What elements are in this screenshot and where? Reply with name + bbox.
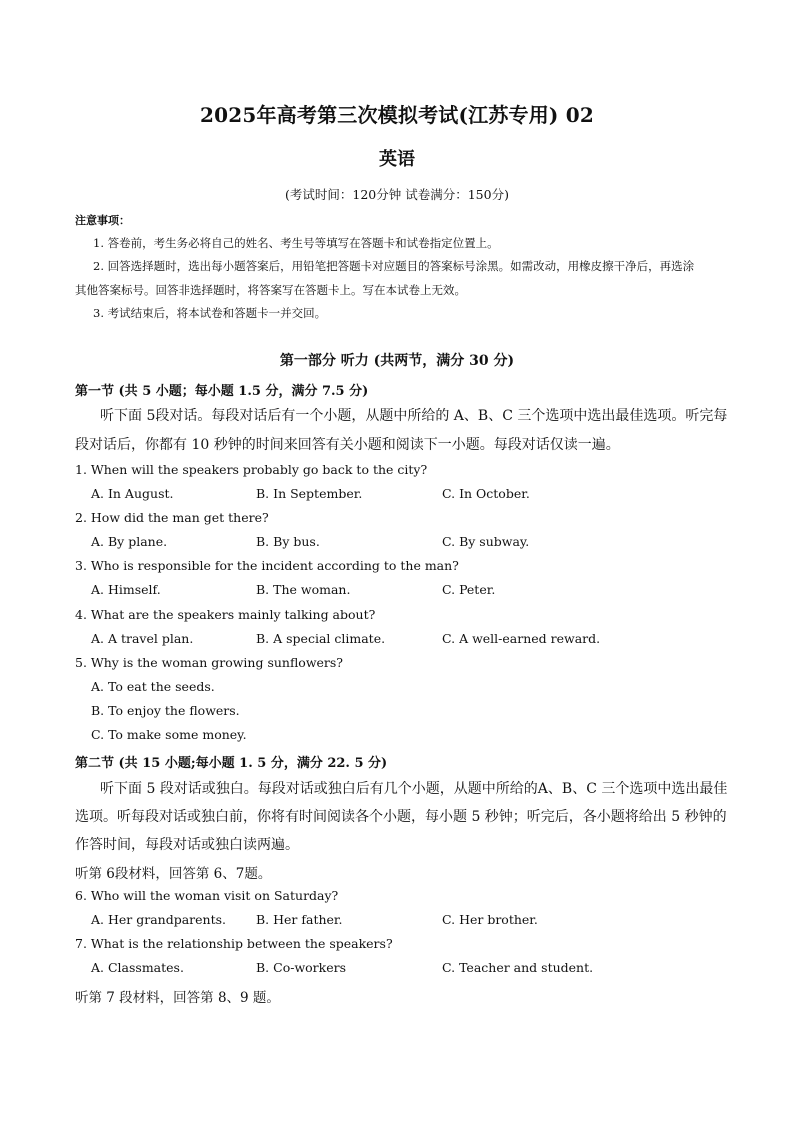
section1-heading: 第一节 (共 5 小题；每小题 1.5 分，满分 7.5 分) bbox=[75, 384, 369, 399]
section2-instructions: 选项。听每段对话或独白前，你将有时间阅读各个小题，每小题 5 秒钟；听完后，各小题将给出 5 秒钟的 bbox=[75, 809, 727, 825]
note-item: 其他答案标号。回答非选择题时，将答案写在答题卡上。写在本试卷上无效。 bbox=[75, 283, 466, 297]
exam-time-info: (考试时间：120分钟 试卷满分：150分) bbox=[285, 187, 509, 202]
question-stem: 3. Who is responsible for the incident according to the man? bbox=[75, 558, 459, 573]
option-a: A. Her grandparents. bbox=[91, 912, 226, 927]
material-instruction: 听第 6段材料，回答第 6、7题。 bbox=[75, 866, 272, 882]
option-b: B. Her father. bbox=[256, 912, 343, 927]
question-stem: 2. How did the man get there? bbox=[75, 510, 269, 525]
option-c: C. By subway. bbox=[442, 534, 530, 549]
section2-instructions: 听下面 5 段对话或独白。每段对话或独白后有几个小题，从题中所给的A、B、C 三个选项中选出最佳 bbox=[100, 781, 728, 797]
question-stem: 1. When will the speakers probably go back to the city? bbox=[75, 462, 428, 477]
section2-heading: 第二节 (共 15 小题;每小题 1. 5 分，满分 22. 5 分) bbox=[75, 756, 388, 771]
note-item: 3. 考试结束后，将本试卷和答题卡一并交回。 bbox=[93, 306, 327, 320]
option-c: C. Her brother. bbox=[442, 912, 538, 927]
option-c: C. In October. bbox=[442, 486, 530, 501]
option-c: C. Peter. bbox=[442, 582, 496, 597]
section2-instructions: 作答时间，每段对话或独白读两遍。 bbox=[75, 837, 299, 853]
note-item: 2. 回答选择题时，选出每小题答案后，用铅笔把答题卡对应题目的答案标号涂黑。如需改动，用橡皮擦干净后，再选涂 bbox=[93, 259, 695, 273]
option-b: B. In September. bbox=[256, 486, 363, 501]
subject-heading: 英语 bbox=[379, 149, 415, 170]
option-b: B. To enjoy the flowers. bbox=[91, 703, 240, 718]
option-a: A. By plane. bbox=[91, 534, 168, 549]
section1-instructions: 段对话后，你都有 10 秒钟的时间来回答有关小题和阅读下一小题。每段对话仅读一遍。 bbox=[75, 437, 620, 453]
option-a: A. In August. bbox=[91, 486, 174, 501]
option-b: B. Co-workers bbox=[256, 960, 347, 975]
question-stem: 5. Why is the woman growing sunflowers? bbox=[75, 655, 344, 670]
question-stem: 4. What are the speakers mainly talking about? bbox=[75, 607, 376, 622]
question-stem: 6. Who will the woman visit on Saturday? bbox=[75, 888, 339, 903]
option-c: C. To make some money. bbox=[91, 727, 247, 742]
option-a: A. To eat the seeds. bbox=[91, 679, 215, 694]
section1-instructions: 听下面 5段对话。每段对话后有一个小题，从题中所给的 A、B、C 三个选项中选出最佳选项。听完每 bbox=[100, 408, 728, 424]
option-b: B. A special climate. bbox=[256, 631, 386, 646]
option-a: A. Himself. bbox=[91, 582, 161, 597]
question-stem: 7. What is the relationship between the speakers? bbox=[75, 936, 393, 951]
note-item: 1. 答卷前，考生务必将自己的姓名、考生号等填写在答题卡和试卷指定位置上。 bbox=[93, 236, 499, 250]
material-instruction: 听第 7 段材料，回答第 8、9 题。 bbox=[75, 990, 280, 1006]
option-b: B. By bus. bbox=[256, 534, 320, 549]
option-c: C. Teacher and student. bbox=[442, 960, 594, 975]
part1-heading: 第一部分 听力 (共两节，满分 30 分) bbox=[279, 353, 515, 369]
option-c: C. A well-earned reward. bbox=[442, 631, 601, 646]
exam-title: 2025年高考第三次模拟考试(江苏专用) 02 bbox=[200, 103, 594, 127]
option-a: A. Classmates. bbox=[91, 960, 184, 975]
notes-heading: 注意事项： bbox=[75, 214, 130, 227]
option-b: B. The woman. bbox=[256, 582, 351, 597]
option-a: A. A travel plan. bbox=[91, 631, 194, 646]
